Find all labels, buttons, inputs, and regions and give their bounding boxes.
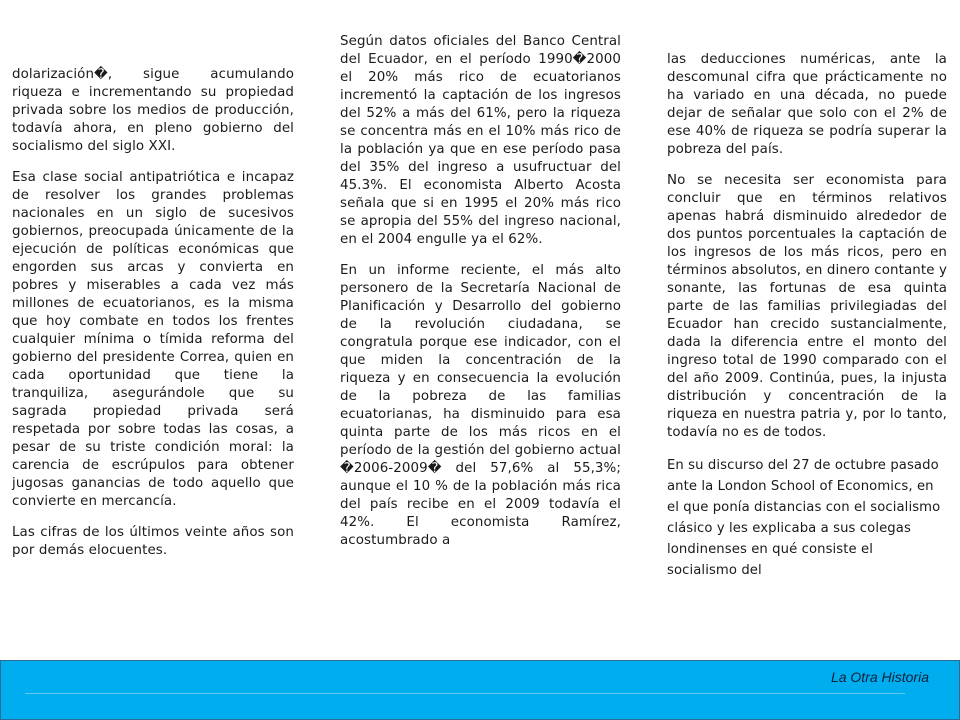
paragraph: dolarización�, sigue acumulando riqueza e incrementando su propiedad privada sobre los medios de producción, todavía ahora, en pleno gobierno del socialismo del siglo XXI. <box>12 67 294 154</box>
text-column-1 <box>12 66 294 573</box>
text-column-3 <box>667 51 947 594</box>
paragraph: Las cifras de los últimos veinte años son por demás elocuentes. <box>12 525 294 558</box>
footer-bar <box>0 660 960 720</box>
paragraph: Según datos oficiales del Banco Central del Ecuador, en el período 1990�2000 el 20% más rico de ecuatorianos incrementó la captación de los ingresos del 52% a más del 61%, pero la riqueza se concentra más en el 10% más rico de la población ya que en ese período pasa del 35% del ingreso a usufructuar del 45.3%. El economista Alberto Acosta señala que si en 1995 el 20% más rico se apropia del 55% del ingreso nacional, en el 2004 engulle ya el 62%. <box>340 34 621 247</box>
text-column-2 <box>340 33 621 563</box>
footer-divider <box>25 693 905 694</box>
paragraph: las deducciones numéricas, ante la descomunal cifra que prácticamente no ha variado en una década, no puede dejar de señalar que solo con el 2% de ese 40% de riqueza se podría superar la pobreza del país. <box>667 52 947 157</box>
paragraph: En su discurso del 27 de octubre pasado ante la London School of Economics, en el que ponía distancias con el socialismo clásico y les explicaba a sus colegas londinenses en qué consiste el socialismo del <box>667 458 941 578</box>
paragraph: Esa clase social antipatriótica e incapaz de resolver los grandes problemas nacionales en un siglo de sucesivos gobiernos, preocupada únicamente de la ejecución de políticas económicas que engorden sus arcas y convierta en pobres y miserables a cada vez más millones de ecuatorianos, es la misma que hoy combate en todos los frentes cualquier mínima o tímida reforma del gobierno del presidente Correa, quien en cada oportunidad que tiene la tranquiliza, asegurándole que su sagrada propiedad privada será respetada por sobre todas las cosas, a pesar de su triste condición moral: la carencia de escrúpulos para obtener jugosas ganancias de todo aquello que convierte en mercancía. <box>12 170 294 509</box>
paragraph: En un informe reciente, el más alto personero de la Secretaría Nacional de Planificación y Desarrollo del gobierno de la revolución ciudadana, se congratula porque ese indicador, con el que miden la concentración de la riqueza y en consecuencia la evolución de la pobreza de las familias ecuatorianas, ha disminuido para esa quinta parte de los más ricos en el período de la gestión del gobierno actual �2006-2009� del 57,6% al 55,3%; aunque el 10 % de la población más rica del país recibe en el 2009 todavía el 42%. El economista Ramírez, acostumbrado a <box>340 263 621 548</box>
footer-title: La Otra Historia <box>830 669 929 685</box>
paragraph: No se necesita ser economista para concluir que en términos relativos apenas habrá disminuido alrededor de dos puntos porcentuales la captación de los ingresos de los más ricos, pero en términos absolutos, en dinero contante y sonante, las fortunas de esa quinta parte de las familias privilegiadas del Ecuador han crecido sustancialmente, dada la diferencia entre el monto del ingreso total de 1990 comparado con el del año 2009. Continúa, pues, la injusta distribución y concentración de la riqueza en nuestra patria y, por lo tanto, todavía no es de todos. <box>667 173 947 440</box>
